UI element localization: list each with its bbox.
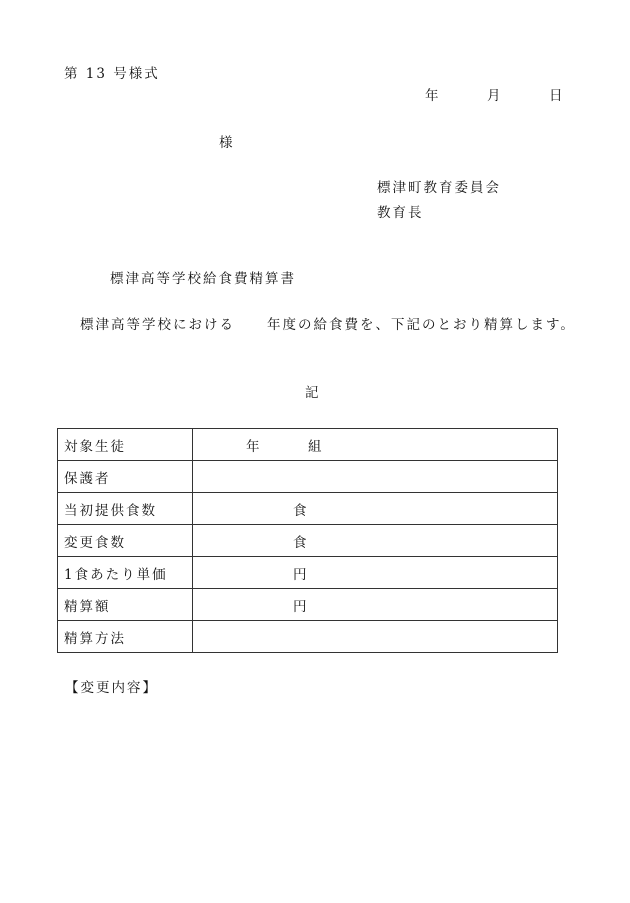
table-row [58, 461, 558, 493]
row-value [193, 429, 558, 461]
ki-heading: 記 [305, 385, 319, 401]
issuer-title: 教育長 [377, 205, 424, 221]
unit-label: 年 [246, 438, 262, 455]
date-month-label: 月 [487, 88, 501, 104]
row-value [193, 589, 558, 621]
row-label: 精算額 [58, 589, 193, 621]
table-row [58, 493, 558, 525]
addressee-suffix: 様 [219, 135, 233, 151]
change-details-heading: 【変更内容】 [65, 680, 158, 696]
row-value [193, 493, 558, 525]
row-label: 精算方法 [58, 621, 193, 653]
table-row [58, 557, 558, 589]
unit-label: 円 [293, 598, 309, 615]
row-value [193, 557, 558, 589]
unit-label: 円 [293, 566, 309, 583]
date-day-label: 日 [549, 88, 563, 104]
table-row [58, 621, 558, 653]
row-value [193, 525, 558, 557]
issuer-organization: 標津町教育委員会 [377, 180, 501, 196]
table-row [58, 429, 558, 461]
row-value [193, 621, 558, 653]
row-label: 変更食数 [58, 525, 193, 557]
row-label: 1食あたり単価 [58, 557, 193, 589]
date-year-label: 年 [425, 88, 439, 104]
row-label: 対象生徒 [58, 429, 193, 461]
document-title: 標津高等学校給食費精算書 [110, 271, 296, 287]
unit-label: 食 [293, 502, 309, 519]
form-number: 第 13 号様式 [64, 66, 160, 82]
row-label: 保護者 [58, 461, 193, 493]
row-value [193, 461, 558, 493]
body-text-part2: 年度の給食費を、下記のとおり精算します。 [267, 317, 576, 333]
table-row [58, 525, 558, 557]
unit-label: 食 [293, 534, 309, 551]
body-text-part1: 標津高等学校における [80, 317, 235, 333]
row-label: 当初提供食数 [58, 493, 193, 525]
detail-table [57, 428, 558, 653]
table-row [58, 589, 558, 621]
unit-label: 組 [308, 438, 324, 455]
